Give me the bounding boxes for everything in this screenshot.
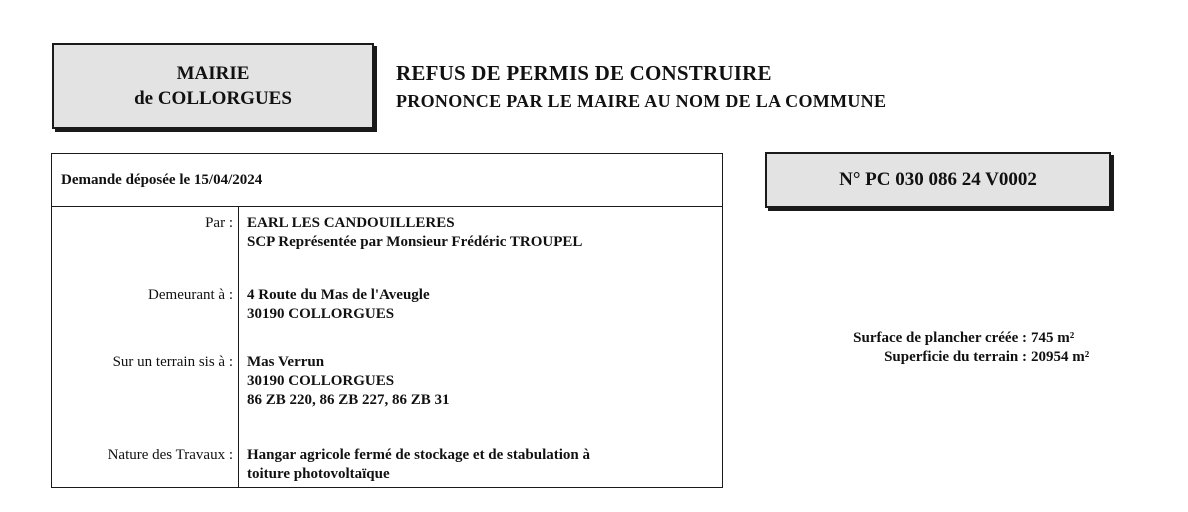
land-line: 86 ZB 220, 86 ZB 227, 86 ZB 31 [247,392,450,408]
works-line: Hangar agricole fermé de stockage et de stabulation à [247,447,591,463]
land-value [247,353,450,410]
request-body [52,207,722,487]
address-value [247,286,430,324]
permit-number: N° PC 030 086 24 V0002 [839,169,1037,190]
land-line: Mas Verrun [247,354,325,370]
works-value [247,446,590,484]
applicant-line: EARL LES CANDOUILLERES [247,215,455,231]
land-area-value: 20954 m² [1031,349,1090,365]
address-line: 4 Route du Mas de l'Aveugle [247,287,430,303]
address-label: Demeurant à : [148,287,233,303]
document-title: REFUS DE PERMIS DE CONSTRUIRE [396,61,772,85]
applicant-label: Par : [205,215,233,231]
floor-area-label: Surface de plancher créée : [853,330,1027,346]
applicant-line: SCP Représentée par Monsieur Frédéric TROUPEL [247,234,583,250]
request-table [51,153,723,488]
land-line: 30190 COLLORGUES [247,373,395,389]
land-area-label: Superficie du terrain : [884,349,1027,365]
floor-area-value: 745 m² [1031,330,1075,346]
works-line: toiture photovoltaïque [247,466,390,482]
applicant-value [247,214,582,252]
mairie-title: MAIRIE [176,63,250,84]
document-subtitle: PRONONCE PAR LE MAIRE AU NOM DE LA COMMUNE [396,91,887,111]
works-label: Nature des Travaux : [107,447,233,463]
address-line: 30190 COLLORGUES [247,306,395,322]
request-date-header: Demande déposée le 15/04/2024 [52,154,722,207]
land-label: Sur un terrain sis à : [112,354,233,370]
mairie-box [52,43,374,129]
permit-number-box [765,152,1111,208]
mairie-commune: de COLLORGUES [134,88,292,109]
column-divider [238,207,239,487]
